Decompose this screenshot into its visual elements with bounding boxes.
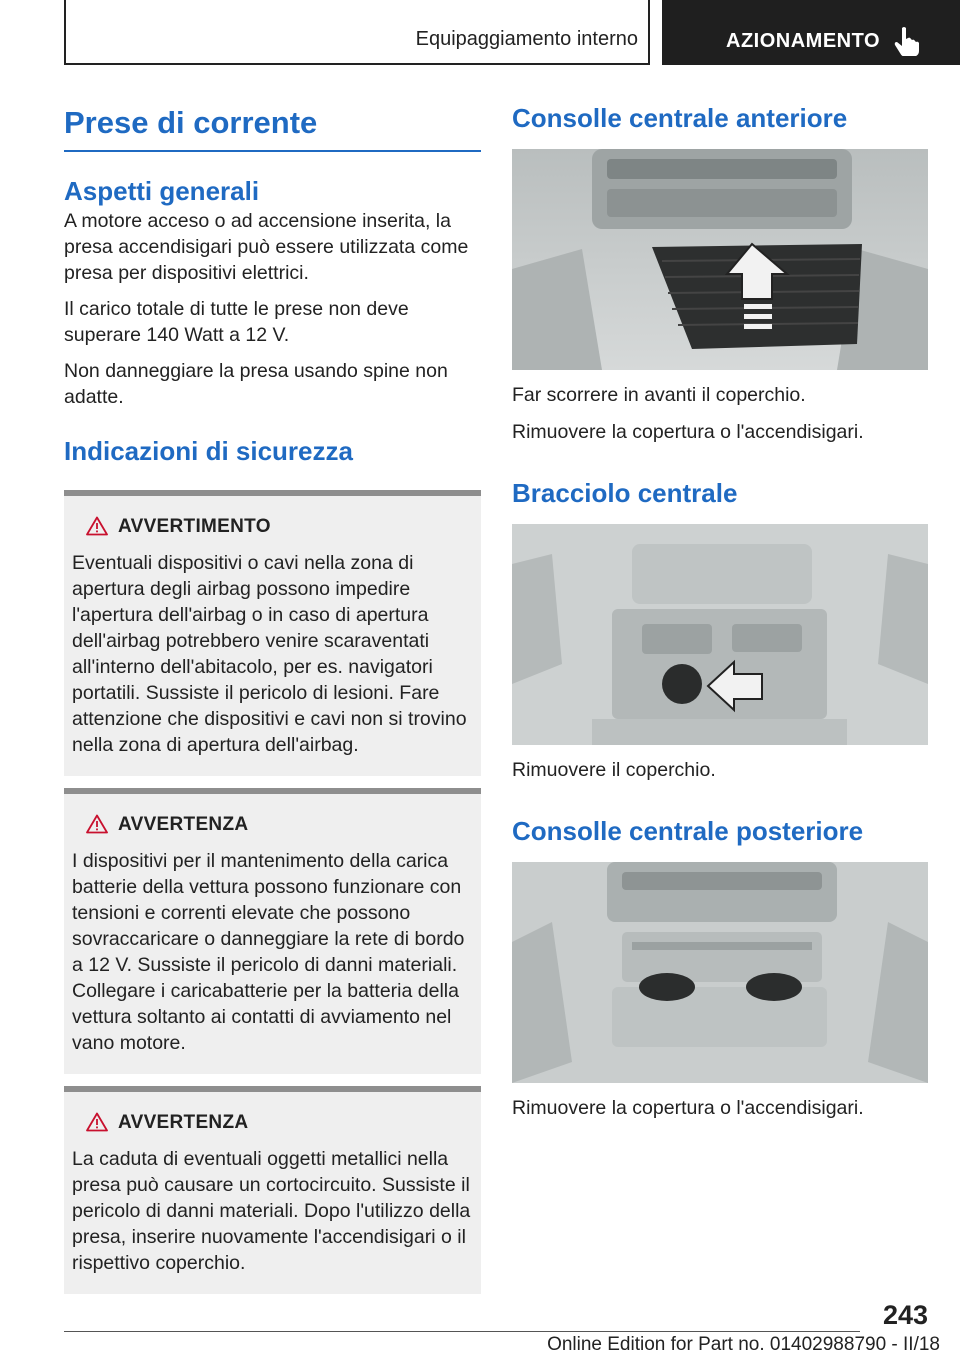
rear-console-heading: Consolle centrale posteriore: [512, 816, 864, 846]
edition-footer: Online Edition for Part no. 01402988790 - II/18: [547, 1334, 940, 1355]
armrest-image: [512, 524, 928, 745]
header-chapter-title: AZIONAMENTO: [726, 30, 881, 52]
page-number: 243: [882, 1300, 928, 1330]
header-section-title: Equipaggiamento interno: [415, 28, 638, 50]
rear-console-paragraph-1: Rimuovere la copertura o l'accendisigari.: [512, 1097, 864, 1119]
warning-triangle-icon: [86, 1112, 108, 1132]
armrest-paragraph-1: Rimuovere il coperchio.: [512, 759, 716, 781]
warning-box-1: [64, 490, 481, 776]
armrest-heading: Bracciolo centrale: [512, 478, 738, 508]
general-paragraph-3: Non danneggiare la presa usando spine non adatte.: [64, 360, 448, 408]
pointing-hand-icon: [892, 26, 920, 56]
warning-text: La caduta di eventuali oggetti metallici nella presa può causare un cortocircuito. Sussiste il pericolo di danni materiali. Dopo l'utilizzo della presa, inserire nuovamente l'accendisigari o il rispettivo coperchio.: [72, 1148, 471, 1274]
warning-triangle-icon: [86, 814, 108, 834]
title-rule: [64, 150, 481, 152]
warning-box-3: [64, 1086, 481, 1294]
page-title: Prese di corrente: [64, 105, 318, 140]
front-console-paragraph-2: Rimuovere la copertura o l'accendisigari.: [512, 421, 864, 443]
warning-title: AVVERTENZA: [118, 814, 249, 835]
warning-title: AVVERTIMENTO: [118, 516, 271, 537]
header-rule: [64, 63, 649, 65]
rear-console-image: [512, 862, 928, 1083]
warning-box-2: [64, 788, 481, 1074]
left-column: [64, 100, 481, 1294]
warning-text: I dispositivi per il mantenimento della carica batterie della vettura possono funzionare con tensioni e correnti elevate che possono sovraccaricare o danneggiare la rete di bordo a 12 V. Sussiste il pericolo di danni materiali. Collegare i caricabatterie per la batteria della vettura soltanto ai contatti di avviamento nel vano motore.: [72, 850, 465, 1054]
header-chapter-tab: [662, 0, 960, 65]
footer-rule: [64, 1331, 860, 1332]
general-paragraph-2: Il carico totale di tutte le prese non deve superare 140 Watt a 12 V.: [64, 298, 409, 346]
front-console-image: [512, 149, 928, 370]
general-heading: Aspetti generali: [64, 176, 260, 206]
general-paragraph-1: A motore acceso o ad accensione inserita, la presa accendisigari può essere utilizzata come presa per dispositivi elettrici.: [64, 210, 469, 284]
front-console-heading: Consolle centrale anteriore: [512, 103, 848, 133]
warning-title: AVVERTENZA: [118, 1112, 249, 1133]
warning-text: Eventuali dispositivi o cavi nella zona di apertura degli airbag possono impedire l'apertura dell'airbag o in caso di apertura dell'airbag potrebbero venire scaraventati all'interno dell'abitacolo, per es. navigatori portatili. Sussiste il pericolo di lesioni. Fare attenzione che dispositivi e cavi non si trovino nella zona di apertura dell'airbag.: [72, 552, 467, 756]
front-console-paragraph-1: Far scorrere in avanti il coperchio.: [512, 384, 806, 406]
safety-heading: Indicazioni di sicurezza: [64, 436, 353, 466]
header-right-border: [648, 0, 650, 65]
right-column: [512, 100, 928, 1121]
warning-triangle-icon: [86, 516, 108, 536]
